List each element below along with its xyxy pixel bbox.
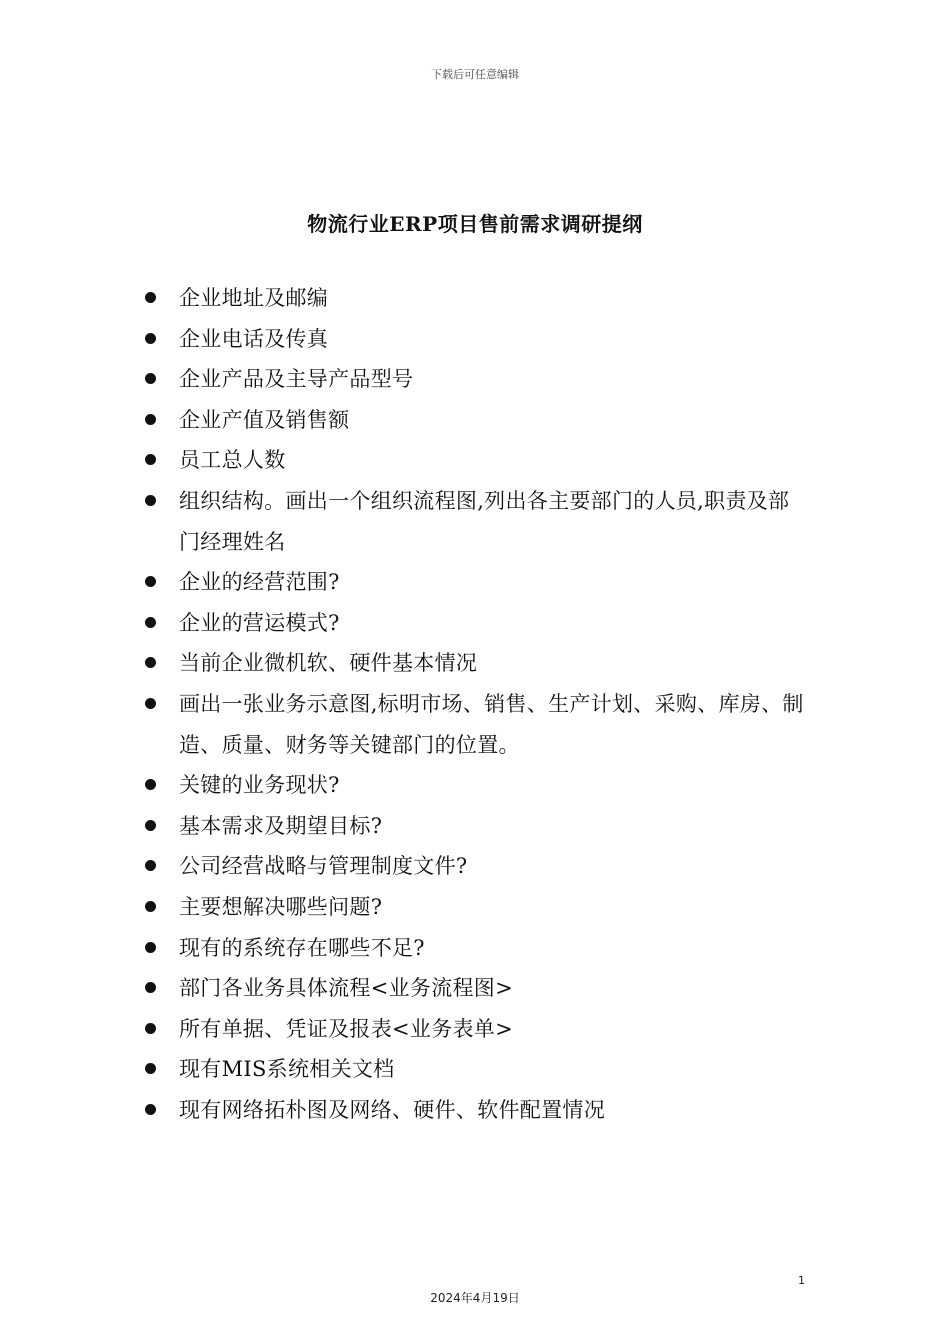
list-item bbox=[145, 1009, 810, 1050]
bullet-icon bbox=[145, 1023, 156, 1034]
list-item bbox=[145, 846, 810, 887]
list-item-text: 现有的系统存在哪些不足? bbox=[179, 935, 425, 960]
list-item-text: 企业产值及销售额 bbox=[179, 407, 350, 432]
list-item-text: 员工总人数 bbox=[179, 448, 286, 473]
list-item bbox=[145, 643, 810, 684]
bullet-icon bbox=[145, 617, 156, 628]
list-item bbox=[145, 1049, 810, 1090]
list-item bbox=[145, 1090, 810, 1131]
list-item-text: 基本需求及期望目标? bbox=[179, 813, 383, 838]
bullet-icon bbox=[145, 779, 156, 790]
list-item bbox=[145, 765, 810, 806]
list-item-text: 组织结构。画出一个组织流程图,列出各主要部门的人员,职责及部门经理姓名 bbox=[179, 488, 790, 554]
bullet-icon bbox=[145, 1104, 156, 1115]
bullet-icon bbox=[145, 820, 156, 831]
page-header: 下载后可任意编辑 bbox=[431, 68, 519, 81]
bullet-icon bbox=[145, 657, 156, 668]
requirements-list bbox=[145, 278, 810, 1130]
list-item-text: 企业的经营范围? bbox=[179, 570, 340, 595]
list-item-text: 企业的营运模式? bbox=[179, 610, 340, 635]
list-item-text: 主要想解决哪些问题? bbox=[179, 894, 383, 919]
list-item-text: 现有网络拓朴图及网络、硬件、软件配置情况 bbox=[179, 1097, 605, 1122]
bullet-icon bbox=[145, 1063, 156, 1074]
list-item-text: 关键的业务现状? bbox=[179, 773, 340, 798]
list-item-text: 企业产品及主导产品型号 bbox=[179, 367, 414, 392]
bullet-icon bbox=[145, 901, 156, 912]
list-item-text: 现有MIS系统相关文档 bbox=[179, 1057, 395, 1082]
list-item bbox=[145, 440, 810, 481]
bullet-icon bbox=[145, 495, 156, 506]
list-item-text: 部门各业务具体流程<业务流程图> bbox=[179, 976, 513, 1001]
list-item bbox=[145, 806, 810, 847]
list-item bbox=[145, 400, 810, 441]
list-item bbox=[145, 887, 810, 928]
list-item bbox=[145, 359, 810, 400]
list-item bbox=[145, 278, 810, 319]
bullet-icon bbox=[145, 414, 156, 425]
bullet-icon bbox=[145, 373, 156, 384]
list-item-text: 当前企业微机软、硬件基本情况 bbox=[179, 651, 478, 676]
list-item bbox=[145, 562, 810, 603]
list-item bbox=[145, 603, 810, 644]
list-item bbox=[145, 481, 810, 562]
bullet-icon bbox=[145, 333, 156, 344]
bullet-icon bbox=[145, 860, 156, 871]
document-title: 物流行业ERP项目售前需求调研提纲 bbox=[307, 212, 643, 236]
bullet-icon bbox=[145, 942, 156, 953]
bullet-icon bbox=[145, 982, 156, 993]
bullet-icon bbox=[145, 454, 156, 465]
bullet-icon bbox=[145, 292, 156, 303]
page-number: 1 bbox=[798, 1274, 805, 1287]
list-item-text: 公司经营战略与管理制度文件? bbox=[179, 854, 468, 879]
list-item bbox=[145, 319, 810, 360]
list-item-text: 所有单据、凭证及报表<业务表单> bbox=[179, 1016, 513, 1041]
list-item-text: 企业电话及传真 bbox=[179, 326, 329, 351]
bullet-icon bbox=[145, 576, 156, 587]
bullet-icon bbox=[145, 698, 156, 709]
list-item-text: 企业地址及邮编 bbox=[179, 286, 329, 310]
list-item bbox=[145, 928, 810, 969]
list-item-text: 画出一张业务示意图,标明市场、销售、生产计划、采购、库房、制造、质量、财务等关键部门的位置。 bbox=[179, 691, 804, 757]
page-footer-date: 2024年4月19日 bbox=[430, 1291, 520, 1305]
list-item bbox=[145, 684, 810, 765]
list-item bbox=[145, 968, 810, 1009]
